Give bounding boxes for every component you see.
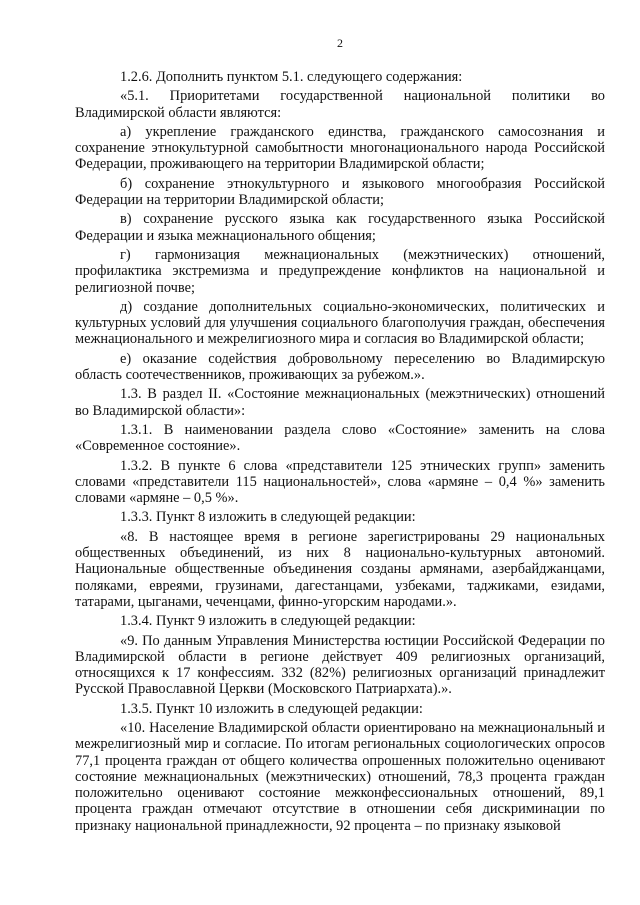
- list-item-e: е) оказание содействия добровольному переселению во Владимирскую область соотечественников, проживающих за рубежом.».: [75, 350, 605, 384]
- paragraph-1-3-3: 1.3.3. Пункт 8 изложить в следующей редакции:: [120, 509, 416, 526]
- point-8-text: «8. В настоящее время в регионе зарегистрированы 29 национальных общественных объединений, из них 8 национально-культурных автономий. Национальные общественные объединения созданы армянами, азербайджанцами, поляками, евреями, грузинами, дагестанцами, узбеками, таджиками, езидами, татарами, цыганами, чеченцами, финно-угорским народами.».: [75, 528, 605, 610]
- list-item-a: а) укрепление гражданского единства, гражданского самосознания и сохранение этнокультурной самобытности многонационального народа Российской Федерации, проживающего на территории Владимирской области;: [75, 123, 605, 173]
- paragraph-1-3-5: 1.3.5. Пункт 10 изложить в следующей редакции:: [120, 700, 423, 717]
- paragraph-1-3-1: 1.3.1. В наименовании раздела слово «Состояние» заменить на слова «Современное состояние».: [75, 421, 605, 455]
- paragraph-1-3: 1.3. В раздел II. «Состояние межнациональных (межэтнических) отношений во Владимирской области»:: [75, 386, 605, 419]
- paragraph-1-3-4: 1.3.4. Пункт 9 изложить в следующей редакции:: [120, 613, 416, 630]
- paragraph-5-1-intro: «5.1. Приоритетами государственной национальной политики во Владимирской области являются:: [75, 88, 605, 121]
- document-page: [75, 36, 605, 837]
- paragraph-1-2-6: 1.2.6. Дополнить пунктом 5.1. следующего содержания:: [120, 69, 463, 85]
- list-item-g: г) гармонизация межнациональных (межэтнических) отношений, профилактика экстремизма и предупреждение конфликтов на национальной и религиозной почве;: [75, 246, 605, 296]
- list-item-d: д) создание дополнительных социально-экономических, политических и культурных условий для улучшения социального благополучия граждан, обеспечения межнационального и межрелигиозного мира и согласия во Владимирской области;: [75, 298, 605, 348]
- paragraph-1-3-2: 1.3.2. В пункте 6 слова «представители 125 этнических групп» заменить словами «представители 115 национальностей», слова «армяне – 0,4 %» заменить словами «армяне – 0,5 %».: [75, 457, 605, 507]
- list-item-v: в) сохранение русского языка как государственного языка Российской Федерации и языка межнационального общения;: [75, 211, 605, 244]
- list-item-b: б) сохранение этнокультурного и языкового многообразия Российской Федерации на территории Владимирской области;: [75, 175, 605, 209]
- point-10-text: «10. Население Владимирской области ориентировано на межнациональный и межрелигиозный мир и согласие. По итогам региональных социологических опросов 77,1 процента граждан от общего количества опрошенных положительно оценивают состояние межнациональных (межэтнических) отношений, 78,3 процента граждан положительно оценивают состояние межконфессиональных отношений, 89,1 процента граждан отмечают отсутствие в отношении себя дискриминации по признаку национальной принадлежности, 92 процента – по признаку языковой: [75, 719, 605, 834]
- page-number: 2: [337, 36, 343, 50]
- point-9-text: «9. По данным Управления Министерства юстиции Российской Федерации по Владимирской области в регионе действует 409 религиозных организаций, относящихся к 17 конфессиям. 332 (82%) религиозных организаций принадлежит Русской Православной Церкви (Московского Патриархата).».: [75, 632, 605, 698]
